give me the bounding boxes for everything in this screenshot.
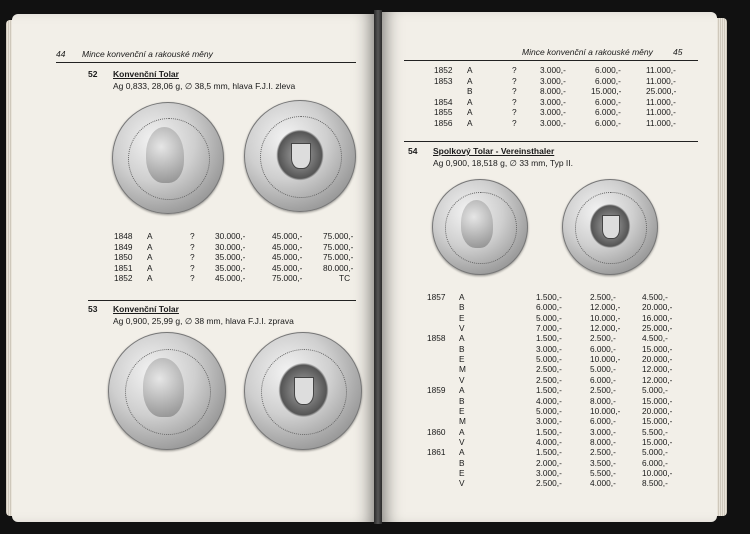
- year-cell: 1848: [114, 231, 133, 241]
- price-cell: 25.000,-: [642, 323, 673, 334]
- price-cell: 3.000,-: [540, 96, 566, 107]
- price-cell: 15.000,-: [642, 416, 673, 427]
- mint-cell: A: [459, 333, 465, 344]
- price-cell: 6.000,-: [595, 107, 621, 117]
- mint-cell: A: [147, 273, 153, 283]
- price-cell: 6.000,-: [590, 374, 616, 385]
- mintage-cell: ?: [512, 86, 517, 96]
- price-cell: 2.500,-: [536, 374, 562, 385]
- entry-subtitle: Ag 0,833, 28,06 g, ∅ 38,5 mm, hlava F.J.I. zleva: [113, 81, 296, 91]
- price-cell: 7.000,-: [536, 323, 562, 334]
- price-cell: 3.000,-: [536, 467, 562, 478]
- year-cell: 1854: [434, 96, 453, 107]
- mint-cell: B: [459, 395, 465, 406]
- mint-cell: A: [147, 252, 153, 262]
- price-cell: 25.000,-: [646, 86, 677, 96]
- year-cell: 1852: [114, 273, 133, 283]
- price-cell: 3.000,-: [540, 75, 566, 86]
- price-cell: 75.000,-: [323, 252, 354, 262]
- price-cell: 12.000,-: [642, 364, 673, 375]
- price-cell: 20.000,-: [642, 354, 673, 365]
- mintage-cell: ?: [190, 241, 195, 252]
- mint-cell: M: [459, 416, 466, 427]
- price-cell: 12.000,-: [590, 323, 621, 334]
- price-cell: 2.500,-: [590, 385, 616, 396]
- price-cell: 6.000,-: [595, 96, 621, 107]
- price-cell: 5.000,-: [536, 312, 562, 323]
- mint-cell: A: [459, 426, 465, 437]
- coin-obverse-image: [112, 102, 224, 214]
- price-cell: 10.000,-: [642, 467, 673, 478]
- price-cell: 45.000,-: [272, 252, 303, 262]
- book-gutter: [374, 10, 382, 524]
- year-cell: 1859: [427, 385, 446, 396]
- mint-cell: A: [459, 292, 465, 302]
- year-cell: 1858: [427, 333, 446, 344]
- entry-subtitle: Ag 0,900, 18,518 g, ∅ 33 mm, Typ II.: [433, 158, 574, 168]
- price-cell: 4.000,-: [536, 436, 562, 447]
- price-cell: 4.000,-: [590, 478, 616, 489]
- mint-cell: E: [459, 405, 465, 416]
- entry-number: 52: [88, 69, 98, 79]
- price-cell: 6.000,-: [536, 302, 562, 313]
- price-cell: 35.000,-: [215, 252, 246, 262]
- section-rule: [88, 300, 356, 301]
- mint-cell: M: [459, 364, 466, 375]
- mint-cell: A: [467, 96, 473, 107]
- mint-cell: A: [147, 241, 153, 252]
- price-cell: 6.000,-: [595, 117, 621, 128]
- mintage-cell: ?: [512, 117, 517, 128]
- price-cell: 2.000,-: [536, 457, 562, 468]
- mint-cell: V: [459, 478, 465, 489]
- price-cell: 45.000,-: [272, 241, 303, 252]
- price-cell: 35.000,-: [215, 262, 246, 273]
- coin-reverse-image: [562, 179, 658, 275]
- year-cell: 1853: [434, 75, 453, 86]
- price-cell: 3.000,-: [540, 117, 566, 128]
- mint-cell: A: [467, 75, 473, 86]
- price-cell: 5.000,-: [642, 385, 668, 396]
- mint-cell: A: [459, 447, 465, 458]
- section-rule: [404, 141, 698, 142]
- entry-title: Konvenční Tolar: [113, 69, 179, 79]
- price-cell: 8.000,-: [590, 395, 616, 406]
- price-cell: 3.000,-: [540, 65, 566, 75]
- mintage-cell: ?: [190, 273, 195, 283]
- year-cell: 1857: [427, 292, 446, 302]
- mint-cell: A: [467, 107, 473, 117]
- price-cell: 20.000,-: [642, 302, 673, 313]
- price-cell: 11.000,-: [646, 117, 676, 128]
- price-cell: 5.000,-: [536, 405, 562, 416]
- mintage-cell: ?: [512, 96, 517, 107]
- price-cell: TC: [339, 273, 351, 283]
- price-cell: 3.000,-: [536, 416, 562, 427]
- mint-cell: V: [459, 374, 465, 385]
- price-cell: 1.500,-: [536, 333, 562, 344]
- entry-title: Konvenční Tolar: [113, 304, 179, 314]
- header-rule: [404, 60, 698, 61]
- price-cell: 12.000,-: [590, 302, 621, 313]
- year-cell: 1852: [434, 65, 453, 75]
- coin-obverse-image: [432, 179, 528, 275]
- price-cell: 4.500,-: [642, 333, 668, 344]
- price-cell: 12.000,-: [642, 374, 673, 385]
- mint-cell: A: [147, 262, 153, 273]
- entry-subtitle: Ag 0,900, 25,99 g, ∅ 38 mm, hlava F.J.I. zprava: [113, 316, 294, 326]
- price-cell: 4.500,-: [642, 292, 668, 302]
- price-cell: 80.000,-: [323, 262, 354, 273]
- price-cell: 1.500,-: [536, 426, 562, 437]
- price-cell: 3.500,-: [590, 457, 616, 468]
- right-page-edge: [717, 18, 727, 516]
- running-header: Mince konvenční a rakouské měny: [82, 49, 213, 59]
- price-cell: 11.000,-: [646, 75, 676, 86]
- left-page: [12, 14, 374, 522]
- year-cell: 1861: [427, 447, 446, 458]
- price-cell: 5.500,-: [590, 467, 616, 478]
- mintage-cell: ?: [512, 65, 517, 75]
- year-cell: 1860: [427, 426, 446, 437]
- mint-cell: A: [147, 231, 153, 241]
- mintage-cell: ?: [190, 231, 195, 241]
- year-cell: 1855: [434, 107, 453, 117]
- price-cell: 5.000,-: [642, 447, 668, 458]
- price-cell: 2.500,-: [536, 364, 562, 375]
- mint-cell: A: [459, 385, 465, 396]
- mintage-cell: ?: [512, 107, 517, 117]
- price-cell: 10.000,-: [590, 405, 621, 416]
- price-cell: 5.500,-: [642, 426, 668, 437]
- price-cell: 6.000,-: [595, 65, 621, 75]
- price-cell: 45.000,-: [272, 231, 303, 241]
- price-cell: 45.000,-: [272, 262, 303, 273]
- mint-cell: B: [467, 86, 473, 96]
- mint-cell: B: [459, 457, 465, 468]
- mint-cell: A: [467, 65, 473, 75]
- page-number: 45: [673, 47, 683, 57]
- price-cell: 2.500,-: [590, 333, 616, 344]
- mint-cell: B: [459, 343, 465, 354]
- price-cell: 6.000,-: [590, 343, 616, 354]
- price-cell: 2.500,-: [590, 447, 616, 458]
- running-header: Mince konvenční a rakouské měny: [522, 47, 653, 57]
- price-cell: 10.000,-: [590, 354, 621, 365]
- price-cell: 20.000,-: [642, 405, 673, 416]
- mint-cell: E: [459, 312, 465, 323]
- price-cell: 11.000,-: [646, 65, 676, 75]
- mint-cell: V: [459, 436, 465, 447]
- price-cell: 8.000,-: [540, 86, 566, 96]
- price-cell: 1.500,-: [536, 292, 562, 302]
- price-cell: 45.000,-: [215, 273, 246, 283]
- price-cell: 11.000,-: [646, 107, 676, 117]
- right-page: [382, 12, 717, 522]
- price-cell: 8.500,-: [642, 478, 668, 489]
- price-cell: 75.000,-: [323, 231, 354, 241]
- price-cell: 10.000,-: [590, 312, 621, 323]
- price-cell: 15.000,-: [642, 436, 673, 447]
- entry-number: 53: [88, 304, 98, 314]
- price-cell: 6.000,-: [590, 416, 616, 427]
- price-cell: 75.000,-: [272, 273, 303, 283]
- price-cell: 11.000,-: [646, 96, 676, 107]
- price-cell: 30.000,-: [215, 231, 246, 241]
- coin-obverse-image: [108, 332, 226, 450]
- mintage-cell: ?: [512, 75, 517, 86]
- price-cell: 4.000,-: [536, 395, 562, 406]
- price-cell: 6.000,-: [595, 75, 621, 86]
- year-cell: 1856: [434, 117, 453, 128]
- mint-cell: V: [459, 323, 465, 334]
- price-cell: 2.500,-: [536, 478, 562, 489]
- price-cell: 5.000,-: [590, 364, 616, 375]
- price-cell: 3.000,-: [590, 426, 616, 437]
- mint-cell: B: [459, 302, 465, 313]
- mint-cell: A: [467, 117, 473, 128]
- coin-reverse-image: [244, 100, 356, 212]
- year-cell: 1849: [114, 241, 133, 252]
- price-cell: 3.000,-: [536, 343, 562, 354]
- price-cell: 1.500,-: [536, 447, 562, 458]
- price-cell: 1.500,-: [536, 385, 562, 396]
- price-cell: 6.000,-: [642, 457, 668, 468]
- entry-number: 54: [408, 146, 418, 156]
- price-cell: 30.000,-: [215, 241, 246, 252]
- mintage-cell: ?: [190, 252, 195, 262]
- mintage-cell: ?: [190, 262, 195, 273]
- price-cell: 16.000,-: [642, 312, 673, 323]
- year-cell: 1850: [114, 252, 133, 262]
- header-rule: [56, 62, 356, 63]
- price-cell: 5.000,-: [536, 354, 562, 365]
- price-cell: 15.000,-: [591, 86, 622, 96]
- mint-cell: E: [459, 354, 465, 365]
- price-cell: 15.000,-: [642, 395, 673, 406]
- price-cell: 8.000,-: [590, 436, 616, 447]
- mint-cell: E: [459, 467, 465, 478]
- entry-title: Spolkový Tolar - Vereinsthaler: [433, 146, 555, 156]
- price-cell: 2.500,-: [590, 292, 616, 302]
- coin-reverse-image: [244, 332, 362, 450]
- price-cell: 75.000,-: [323, 241, 354, 252]
- price-cell: 15.000,-: [642, 343, 673, 354]
- page-number: 44: [56, 49, 66, 59]
- price-cell: 3.000,-: [540, 107, 566, 117]
- year-cell: 1851: [114, 262, 133, 273]
